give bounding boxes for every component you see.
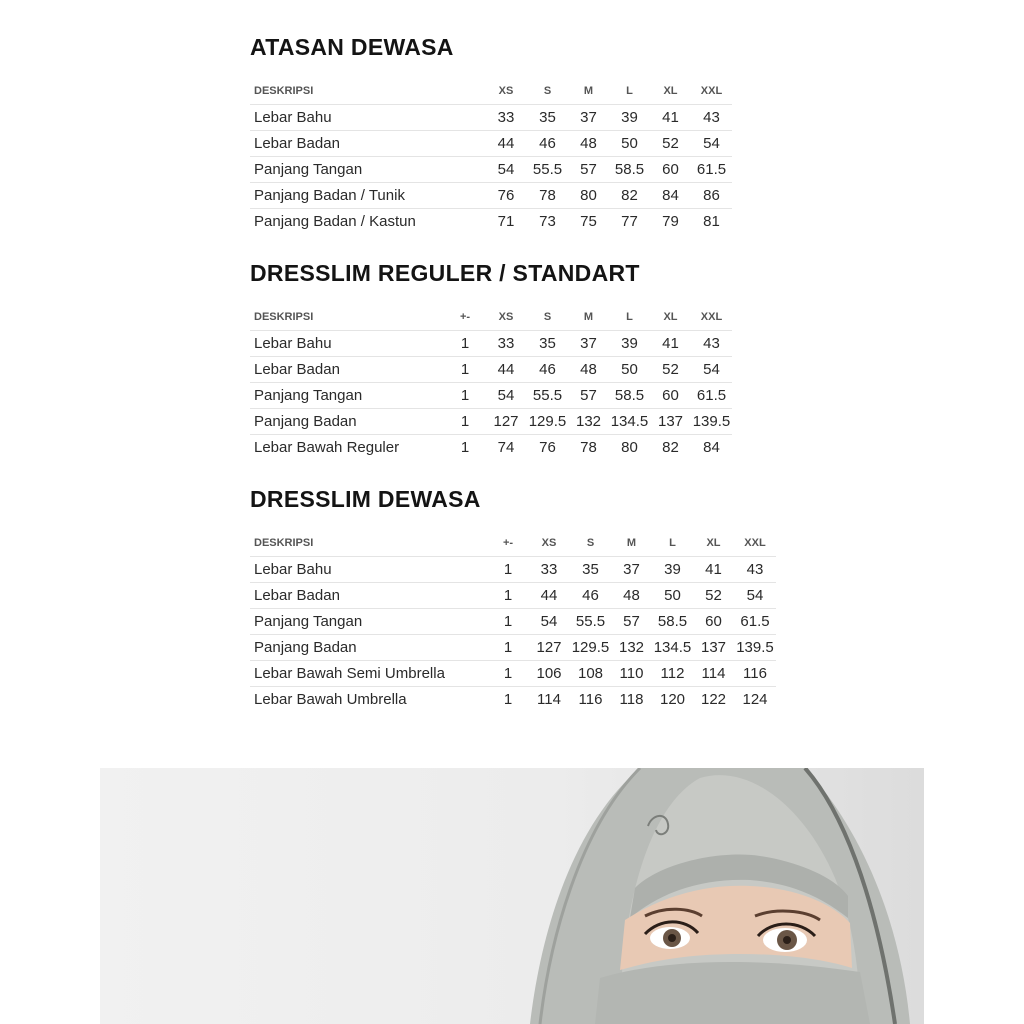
table-cell: 73 [539,213,556,230]
table-cell: 37 [568,105,609,131]
table-cell: 33 [485,331,527,357]
table-cell: 55.5 [570,609,611,635]
table-row [250,435,732,461]
size-section-dresslim-reguler [250,256,732,460]
table-cell: 43 [734,557,776,583]
column-header: DESKRIPSI [250,304,445,331]
column-header: XXL [734,530,776,557]
size-section-atasan-dewasa [250,30,732,234]
table-row [250,183,732,209]
table-cell: 52 [693,583,734,609]
column-header: +- [445,304,485,331]
model-hijab-illustration [100,768,924,1024]
table-cell: 43 [691,105,732,131]
table-cell: 114 [537,691,561,708]
size-table [250,530,776,712]
table-cell: 134.5 [609,409,650,435]
table-cell: 61.5 [691,383,732,409]
table-row [250,157,732,183]
table-header-row [250,530,776,557]
table-cell: 76 [485,183,527,209]
table-row [250,105,732,131]
table-cell: Lebar Badan [250,131,485,157]
table-cell: 132 [568,409,609,435]
table-cell: Lebar Bahu [250,557,488,583]
table-cell: 110 [611,661,652,687]
table-cell: 48 [568,131,609,157]
table-cell: 41 [650,105,691,131]
table-cell: Panjang Badan / Tunik [250,183,485,209]
table-cell: 57 [568,383,609,409]
table-cell: 33 [528,557,570,583]
size-table [250,304,732,460]
table-cell: 112 [652,661,693,687]
column-header: XL [650,304,691,331]
table-cell: 1 [445,331,485,357]
table-cell: 46 [570,583,611,609]
table-cell: Lebar Badan [250,583,488,609]
table-cell: 57 [611,609,652,635]
size-table [250,78,732,234]
table-cell: 57 [568,157,609,183]
table-cell: 46 [527,131,568,157]
table-cell: 60 [650,157,691,183]
table-cell: 37 [611,557,652,583]
column-header: DESKRIPSI [250,78,485,105]
table-cell: 116 [734,661,776,687]
table-row [250,609,776,635]
table-cell: 41 [693,557,734,583]
table-cell: Panjang Badan / Kastun [254,213,416,230]
column-header: XXL [691,78,732,105]
table-cell: 116 [578,691,603,708]
table-cell: 120 [659,691,686,708]
table-cell: 81 [703,213,720,230]
table-cell: 54 [528,609,570,635]
table-cell: 129.5 [527,409,568,435]
table-cell: 1 [445,357,485,383]
table-cell: Panjang Tangan [250,383,445,409]
table-cell: 1 [445,409,485,435]
table-cell: 54 [691,131,732,157]
table-cell: 55.5 [527,157,568,183]
column-header: S [527,78,568,105]
table-cell: 52 [650,357,691,383]
column-header: S [570,530,611,557]
table-cell: 35 [527,105,568,131]
table-cell: 60 [693,609,734,635]
table-cell: 84 [703,439,720,456]
table-cell: 61.5 [691,157,732,183]
table-cell: Panjang Tangan [250,609,488,635]
table-cell: 33 [485,105,527,131]
table-cell: 86 [691,183,732,209]
table-cell: 137 [693,635,734,661]
column-header: DESKRIPSI [250,530,488,557]
table-cell: 1 [503,691,513,708]
table-cell: 82 [609,183,650,209]
table-cell: 37 [568,331,609,357]
table-cell: 48 [568,357,609,383]
table-row [250,209,732,235]
table-cell: 127 [528,635,570,661]
table-row [250,357,732,383]
table-cell: 54 [734,583,776,609]
column-header: M [611,530,652,557]
table-cell: 1 [488,635,528,661]
column-header: M [568,304,609,331]
section-title: ATASAN DEWASA [250,34,454,60]
table-cell: Lebar Bawah Reguler [254,439,400,456]
table-cell: 1 [488,609,528,635]
column-header: XL [650,78,691,105]
table-cell: 122 [700,691,727,708]
section-title: DRESSLIM DEWASA [250,486,481,512]
column-header: XS [485,78,527,105]
table-cell: 54 [485,157,527,183]
table-row [250,409,732,435]
table-cell: 75 [580,213,597,230]
table-cell: 137 [650,409,691,435]
table-cell: 50 [609,131,650,157]
table-cell: 54 [691,357,732,383]
table-header-row [250,78,732,105]
table-cell: 1 [445,383,485,409]
table-cell: 35 [527,331,568,357]
table-cell: 50 [609,357,650,383]
column-header: XS [485,304,527,331]
table-cell: 44 [528,583,570,609]
size-section-dresslim-dewasa [250,482,776,712]
table-cell: Panjang Badan [250,409,445,435]
table-cell: 82 [662,439,679,456]
column-header: XS [528,530,570,557]
table-cell: 106 [528,661,570,687]
table-row [250,557,776,583]
table-cell: 132 [611,635,652,661]
table-cell: Lebar Bawah Semi Umbrella [250,661,488,687]
table-cell: 71 [497,213,515,230]
table-cell: 41 [650,331,691,357]
table-cell: 114 [693,661,734,687]
table-cell: 35 [570,557,611,583]
table-cell: 134.5 [652,635,693,661]
table-cell: 60 [650,383,691,409]
table-cell: Panjang Badan [250,635,488,661]
section-title: DRESSLIM REGULER / STANDART [250,260,640,286]
table-cell: 78 [580,439,597,456]
table-cell: Lebar Bahu [250,105,485,131]
table-cell: 39 [609,105,650,131]
table-cell: 124 [742,691,768,708]
table-cell: 39 [652,557,693,583]
table-cell: 1 [460,439,470,456]
table-cell: 78 [527,183,568,209]
product-photo [100,768,924,1024]
table-cell: 44 [485,357,527,383]
column-header: XXL [691,304,732,331]
table-cell: Lebar Bahu [250,331,445,357]
table-cell: 61.5 [734,609,776,635]
table-cell: 46 [527,357,568,383]
table-row [250,131,732,157]
column-header: XL [693,530,734,557]
table-cell: Lebar Bawah Umbrella [254,691,407,708]
table-cell: 84 [650,183,691,209]
table-cell: 58.5 [609,157,650,183]
table-cell: 50 [652,583,693,609]
table-cell: 76 [539,439,556,456]
table-cell: 1 [488,661,528,687]
table-row [250,383,732,409]
table-row [250,583,776,609]
table-cell: 54 [485,383,527,409]
table-cell: Panjang Tangan [250,157,485,183]
column-header: M [568,78,609,105]
column-header: S [527,304,568,331]
table-cell: 48 [611,583,652,609]
table-cell: 79 [662,213,679,230]
column-header: L [609,78,650,105]
table-cell: 129.5 [570,635,611,661]
table-cell: 77 [621,213,638,230]
table-cell: 52 [650,131,691,157]
table-cell: 58.5 [609,383,650,409]
table-cell: 43 [691,331,732,357]
table-cell: 55.5 [527,383,568,409]
table-row [250,635,776,661]
column-header: L [652,530,693,557]
table-row [250,331,732,357]
table-cell: 1 [488,557,528,583]
table-cell: 58.5 [652,609,693,635]
table-cell: 39 [609,331,650,357]
table-cell: 139.5 [734,635,776,661]
table-cell: 127 [485,409,527,435]
table-cell: 108 [570,661,611,687]
column-header: +- [488,530,528,557]
table-cell: Lebar Badan [250,357,445,383]
table-row [250,687,776,713]
table-cell: 139.5 [691,409,732,435]
table-cell: 1 [488,583,528,609]
table-cell: 44 [485,131,527,157]
table-cell: 80 [568,183,609,209]
table-header-row [250,304,732,331]
table-cell: 118 [619,691,644,708]
column-header: L [609,304,650,331]
table-cell: 80 [621,439,638,456]
table-cell: 74 [497,439,515,456]
table-row [250,661,776,687]
